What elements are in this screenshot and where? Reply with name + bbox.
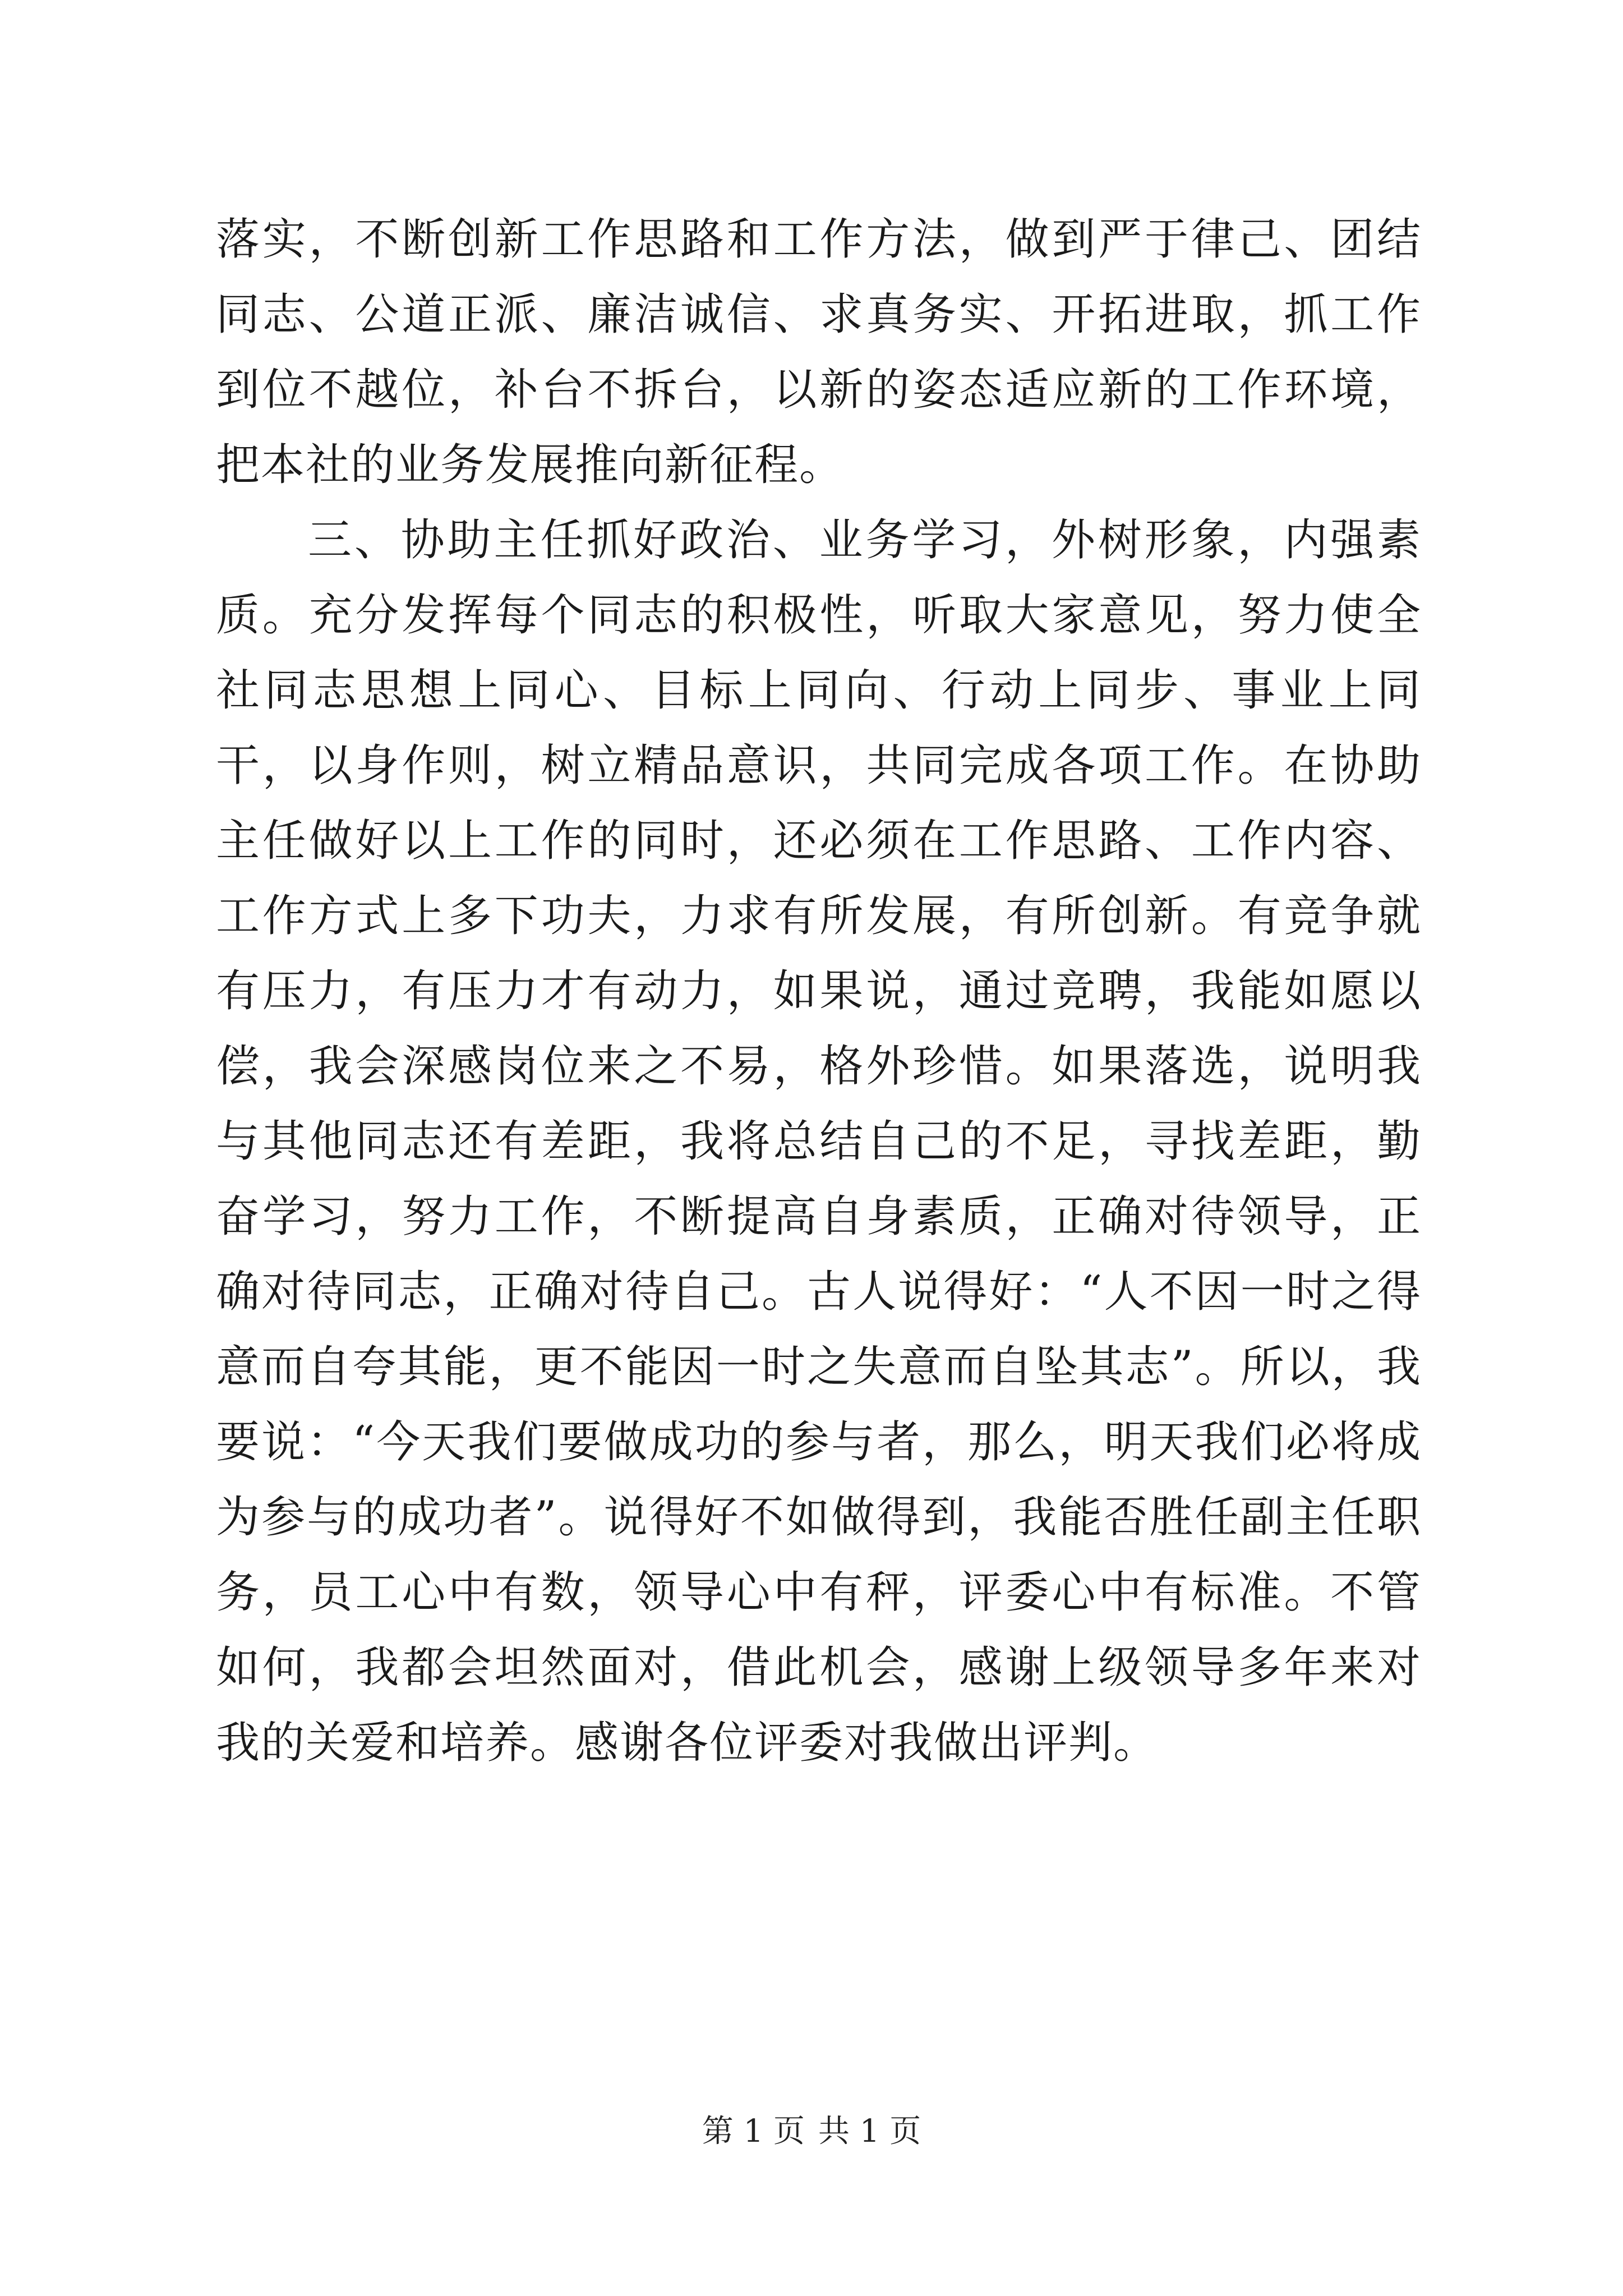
paragraph-section-three: 三、协助主任抓好政治、业务学习，外树形象，内强素质。充分发挥每个同志的积极性，听取大家意见，努力使全社同志思想上同心、目标上同向、行动上同步、事业上同干，以身作则，树立精品意识，共同完成各项工作。在协助主任做好以上工作的同时，还必须在工作思路、工作内容、工作方式上多下功夫，力求有所发展，有所创新。有竞争就有压力，有压力才有动力，如果说，通过竞聘，我能如愿以偿，我会深感岗位来之不易，格外珍惜。如果落选，说明我与其他同志还有差距，我将总结自己的不足，寻找差距，勤奋学习，努力工作，不断提高自身素质，正确对待领导，正确对待同志，正确对待自己。古人说得好：“人不因一时之得意而自夸其能，更不能因一时之失意而自坠其志”。所以，我要说：“今天我们要做成功的参与者，那么，明天我们必将成为参与的成功者”。说得好不如做得到，我能否胜任副主任职务，员工心中有数，领导心中有秤，评委心中有标准。不管如何，我都会坦然面对，借此机会，感谢上级领导多年来对我的关爱和培养。感谢各位评委对我做出评判。 — [216, 515, 1422, 1768]
page-footer — [0, 2112, 1623, 2151]
page-number: 第 1 页 — [702, 2113, 805, 2150]
page-total: 共 1 页 — [818, 2113, 921, 2150]
document-body — [216, 202, 1422, 1780]
paragraph-continuation: 落实，不断创新工作思路和工作方法，做到严于律己、团结同志、公道正派、廉洁诚信、求真务实、开拓进取，抓工作到位不越位，补台不拆台，以新的姿态适应新的工作环境，把本社的业务发展推向新征程。 — [216, 214, 1422, 490]
